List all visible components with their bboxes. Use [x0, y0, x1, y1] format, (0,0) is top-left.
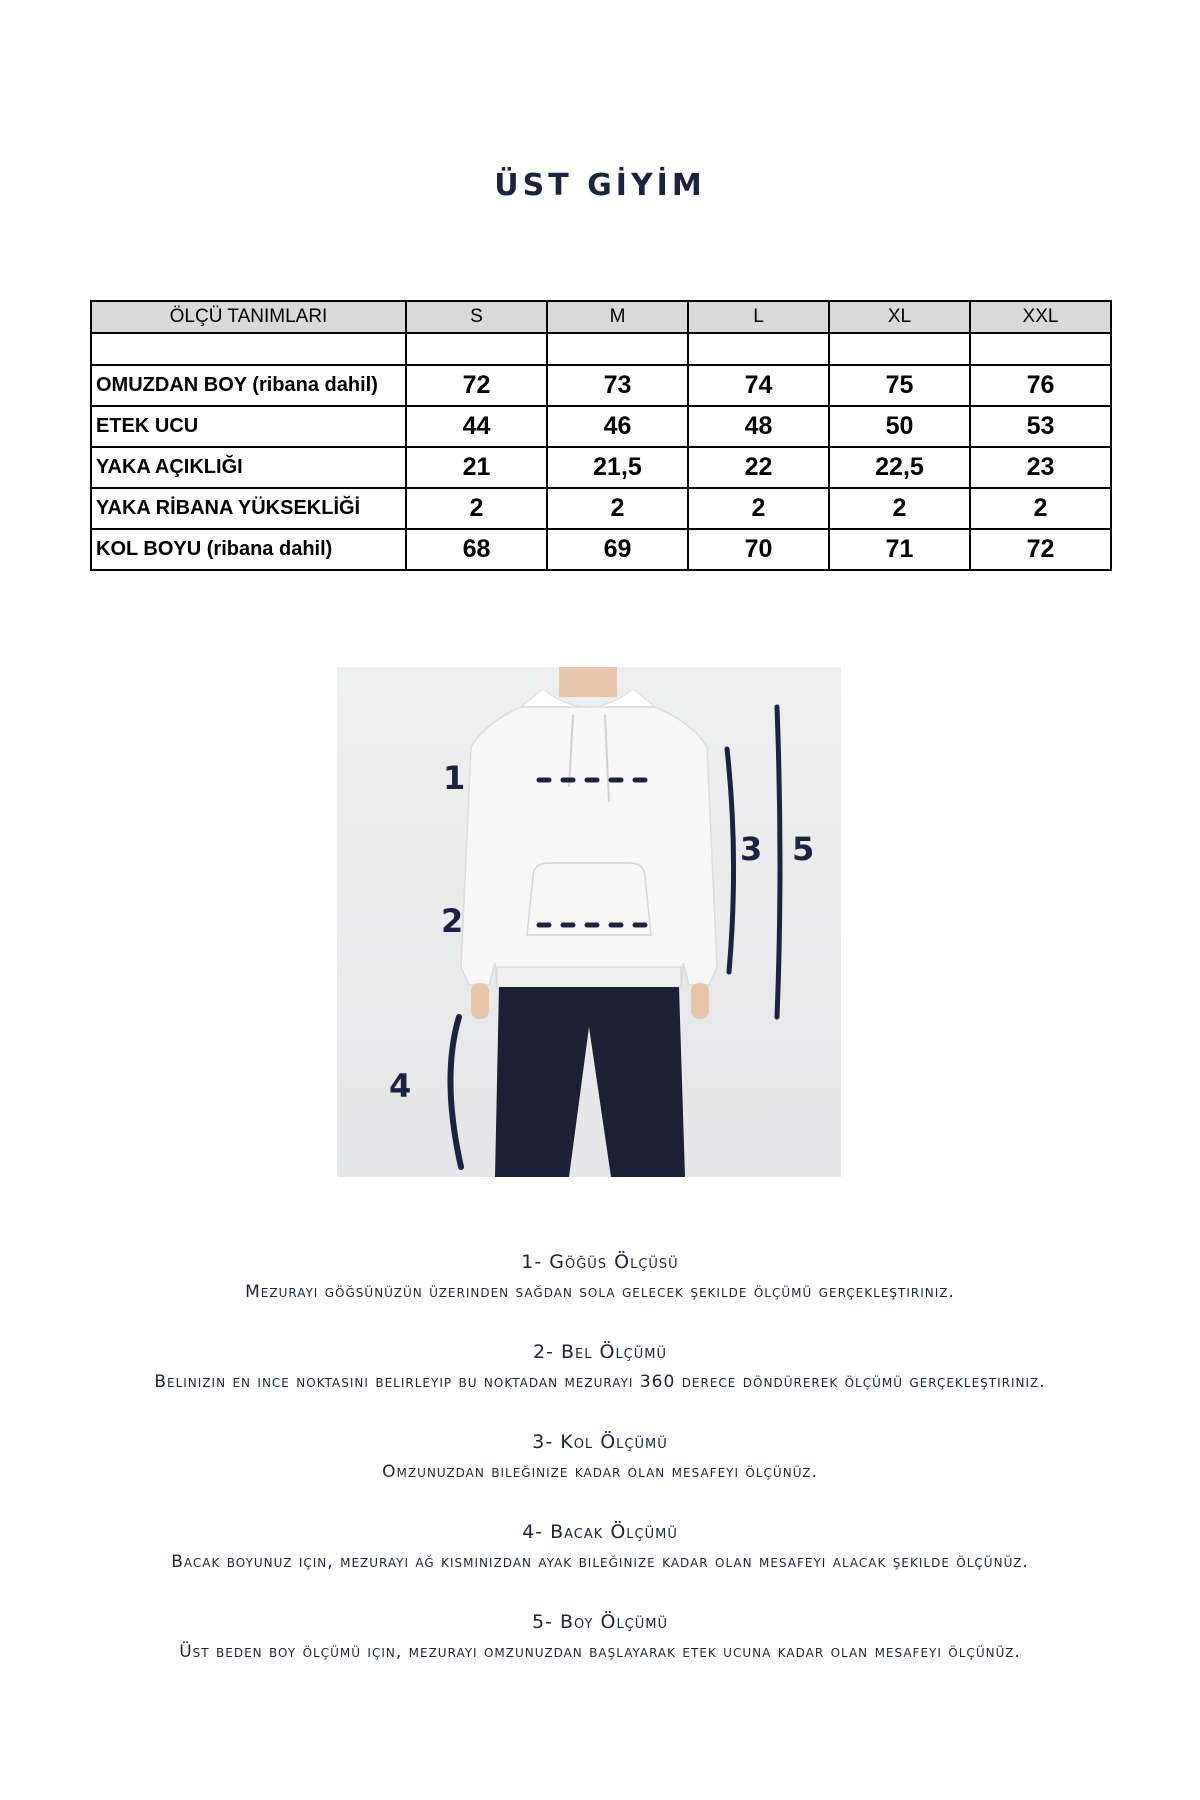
- page-title: ÜST GİYİM: [494, 168, 706, 203]
- instruction-text: Belinizin en ince noktasını belirleyip bu noktadan mezurayı 360 derece döndürerek ölçümü gerçekleştiriniz.: [154, 1372, 1046, 1392]
- instruction-title: 3- Kol Ölçümü: [532, 1431, 668, 1453]
- model-figure: [337, 667, 841, 1177]
- table-cell: 72: [406, 365, 547, 406]
- table-cell: [829, 333, 970, 365]
- table-cell: 21,5: [547, 447, 688, 488]
- instruction-leg: [0, 1517, 1200, 1607]
- instruction-title: 1- Göğüs Ölçüsü: [521, 1251, 679, 1273]
- instruction-text: Bacak boyunuz için, mezurayı ağ kısmınızdan ayak bileğinize kadar olan mesafeyi alacak şekilde ölçünüz.: [171, 1552, 1029, 1572]
- table-cell: 73: [547, 365, 688, 406]
- table-empty-row: [91, 333, 1111, 365]
- table-cell: 2: [688, 488, 829, 529]
- table-cell: 48: [688, 406, 829, 447]
- table-row: [91, 365, 1111, 406]
- instruction-body-length: [0, 1607, 1200, 1697]
- table-cell: [406, 333, 547, 365]
- marker-2-label: 2: [441, 902, 464, 940]
- table-cell: 22,5: [829, 447, 970, 488]
- instruction-title: 5- Boy Ölçümü: [531, 1611, 669, 1633]
- table-cell: 68: [406, 529, 547, 570]
- table-cell: 75: [829, 365, 970, 406]
- table-cell: 2: [547, 488, 688, 529]
- table-row: [91, 447, 1111, 488]
- measurement-instructions: [0, 1247, 1200, 1697]
- table-cell: 46: [547, 406, 688, 447]
- table-cell: 71: [829, 529, 970, 570]
- instruction-waist: [0, 1337, 1200, 1427]
- instruction-title: 2- Bel Ölçümü: [532, 1341, 668, 1363]
- table-cell: 21: [406, 447, 547, 488]
- instruction-title: 4- Bacak Ölçümü: [522, 1521, 678, 1543]
- table-cell: 70: [688, 529, 829, 570]
- header-size-l: L: [688, 301, 829, 333]
- model-hand: [691, 983, 709, 1019]
- table-cell: [547, 333, 688, 365]
- table-row: [91, 529, 1111, 570]
- instruction-text: Üst beden boy ölçümü için, mezurayı omzunuzdan başlayarak etek ucuna kadar olan mesafeyi ölçünüz.: [179, 1642, 1021, 1662]
- table-row: [91, 406, 1111, 447]
- marker-3-label: 3: [740, 830, 763, 868]
- table-header-row: [91, 301, 1111, 333]
- row-label: OMUZDAN BOY (ribana dahil): [91, 365, 406, 406]
- header-size-xl: XL: [829, 301, 970, 333]
- table-cell: 76: [970, 365, 1111, 406]
- size-table: [90, 300, 1112, 571]
- row-label: ETEK UCU: [91, 406, 406, 447]
- header-size-m: M: [547, 301, 688, 333]
- table-cell: 53: [970, 406, 1111, 447]
- table-cell: 69: [547, 529, 688, 570]
- sleeve-measure-line: [727, 749, 734, 972]
- table-cell: 72: [970, 529, 1111, 570]
- header-size-s: S: [406, 301, 547, 333]
- table-cell: [91, 333, 406, 365]
- table-cell: [688, 333, 829, 365]
- model-neck: [559, 667, 617, 697]
- instruction-text: Mezurayı göğsünüzün üzerinden sağdan sola gelecek şekilde ölçümü gerçekleştiriniz.: [245, 1282, 955, 1302]
- table-cell: 2: [970, 488, 1111, 529]
- model-pants: [495, 987, 685, 1177]
- header-size-xxl: XXL: [970, 301, 1111, 333]
- table-row: [91, 488, 1111, 529]
- table-cell: 74: [688, 365, 829, 406]
- leg-measure-line: [450, 1017, 461, 1167]
- table-cell: [970, 333, 1111, 365]
- body-length-measure-line: [777, 707, 780, 1017]
- marker-4-label: 4: [389, 1067, 412, 1105]
- table-cell: 44: [406, 406, 547, 447]
- marker-5-label: 5: [792, 830, 815, 868]
- hoodie-body: [461, 707, 717, 987]
- marker-1-label: 1: [443, 759, 466, 797]
- table-cell: 2: [406, 488, 547, 529]
- table-cell: 23: [970, 447, 1111, 488]
- instruction-sleeve: [0, 1427, 1200, 1517]
- hoodie-hem: [497, 967, 681, 989]
- table-cell: 2: [829, 488, 970, 529]
- row-label: YAKA RİBANA YÜKSEKLİĞİ: [91, 488, 406, 529]
- row-label: YAKA AÇIKLIĞI: [91, 447, 406, 488]
- model-hand: [471, 983, 489, 1019]
- table-cell: 50: [829, 406, 970, 447]
- table-cell: 22: [688, 447, 829, 488]
- row-label: KOL BOYU (ribana dahil): [91, 529, 406, 570]
- measurement-illustration: [337, 667, 841, 1177]
- instruction-chest: [0, 1247, 1200, 1337]
- header-measurement: ÖLÇÜ TANIMLARI: [91, 301, 406, 333]
- instruction-text: Omzunuzdan bileğinize kadar olan mesafeyi ölçünüz.: [382, 1462, 818, 1482]
